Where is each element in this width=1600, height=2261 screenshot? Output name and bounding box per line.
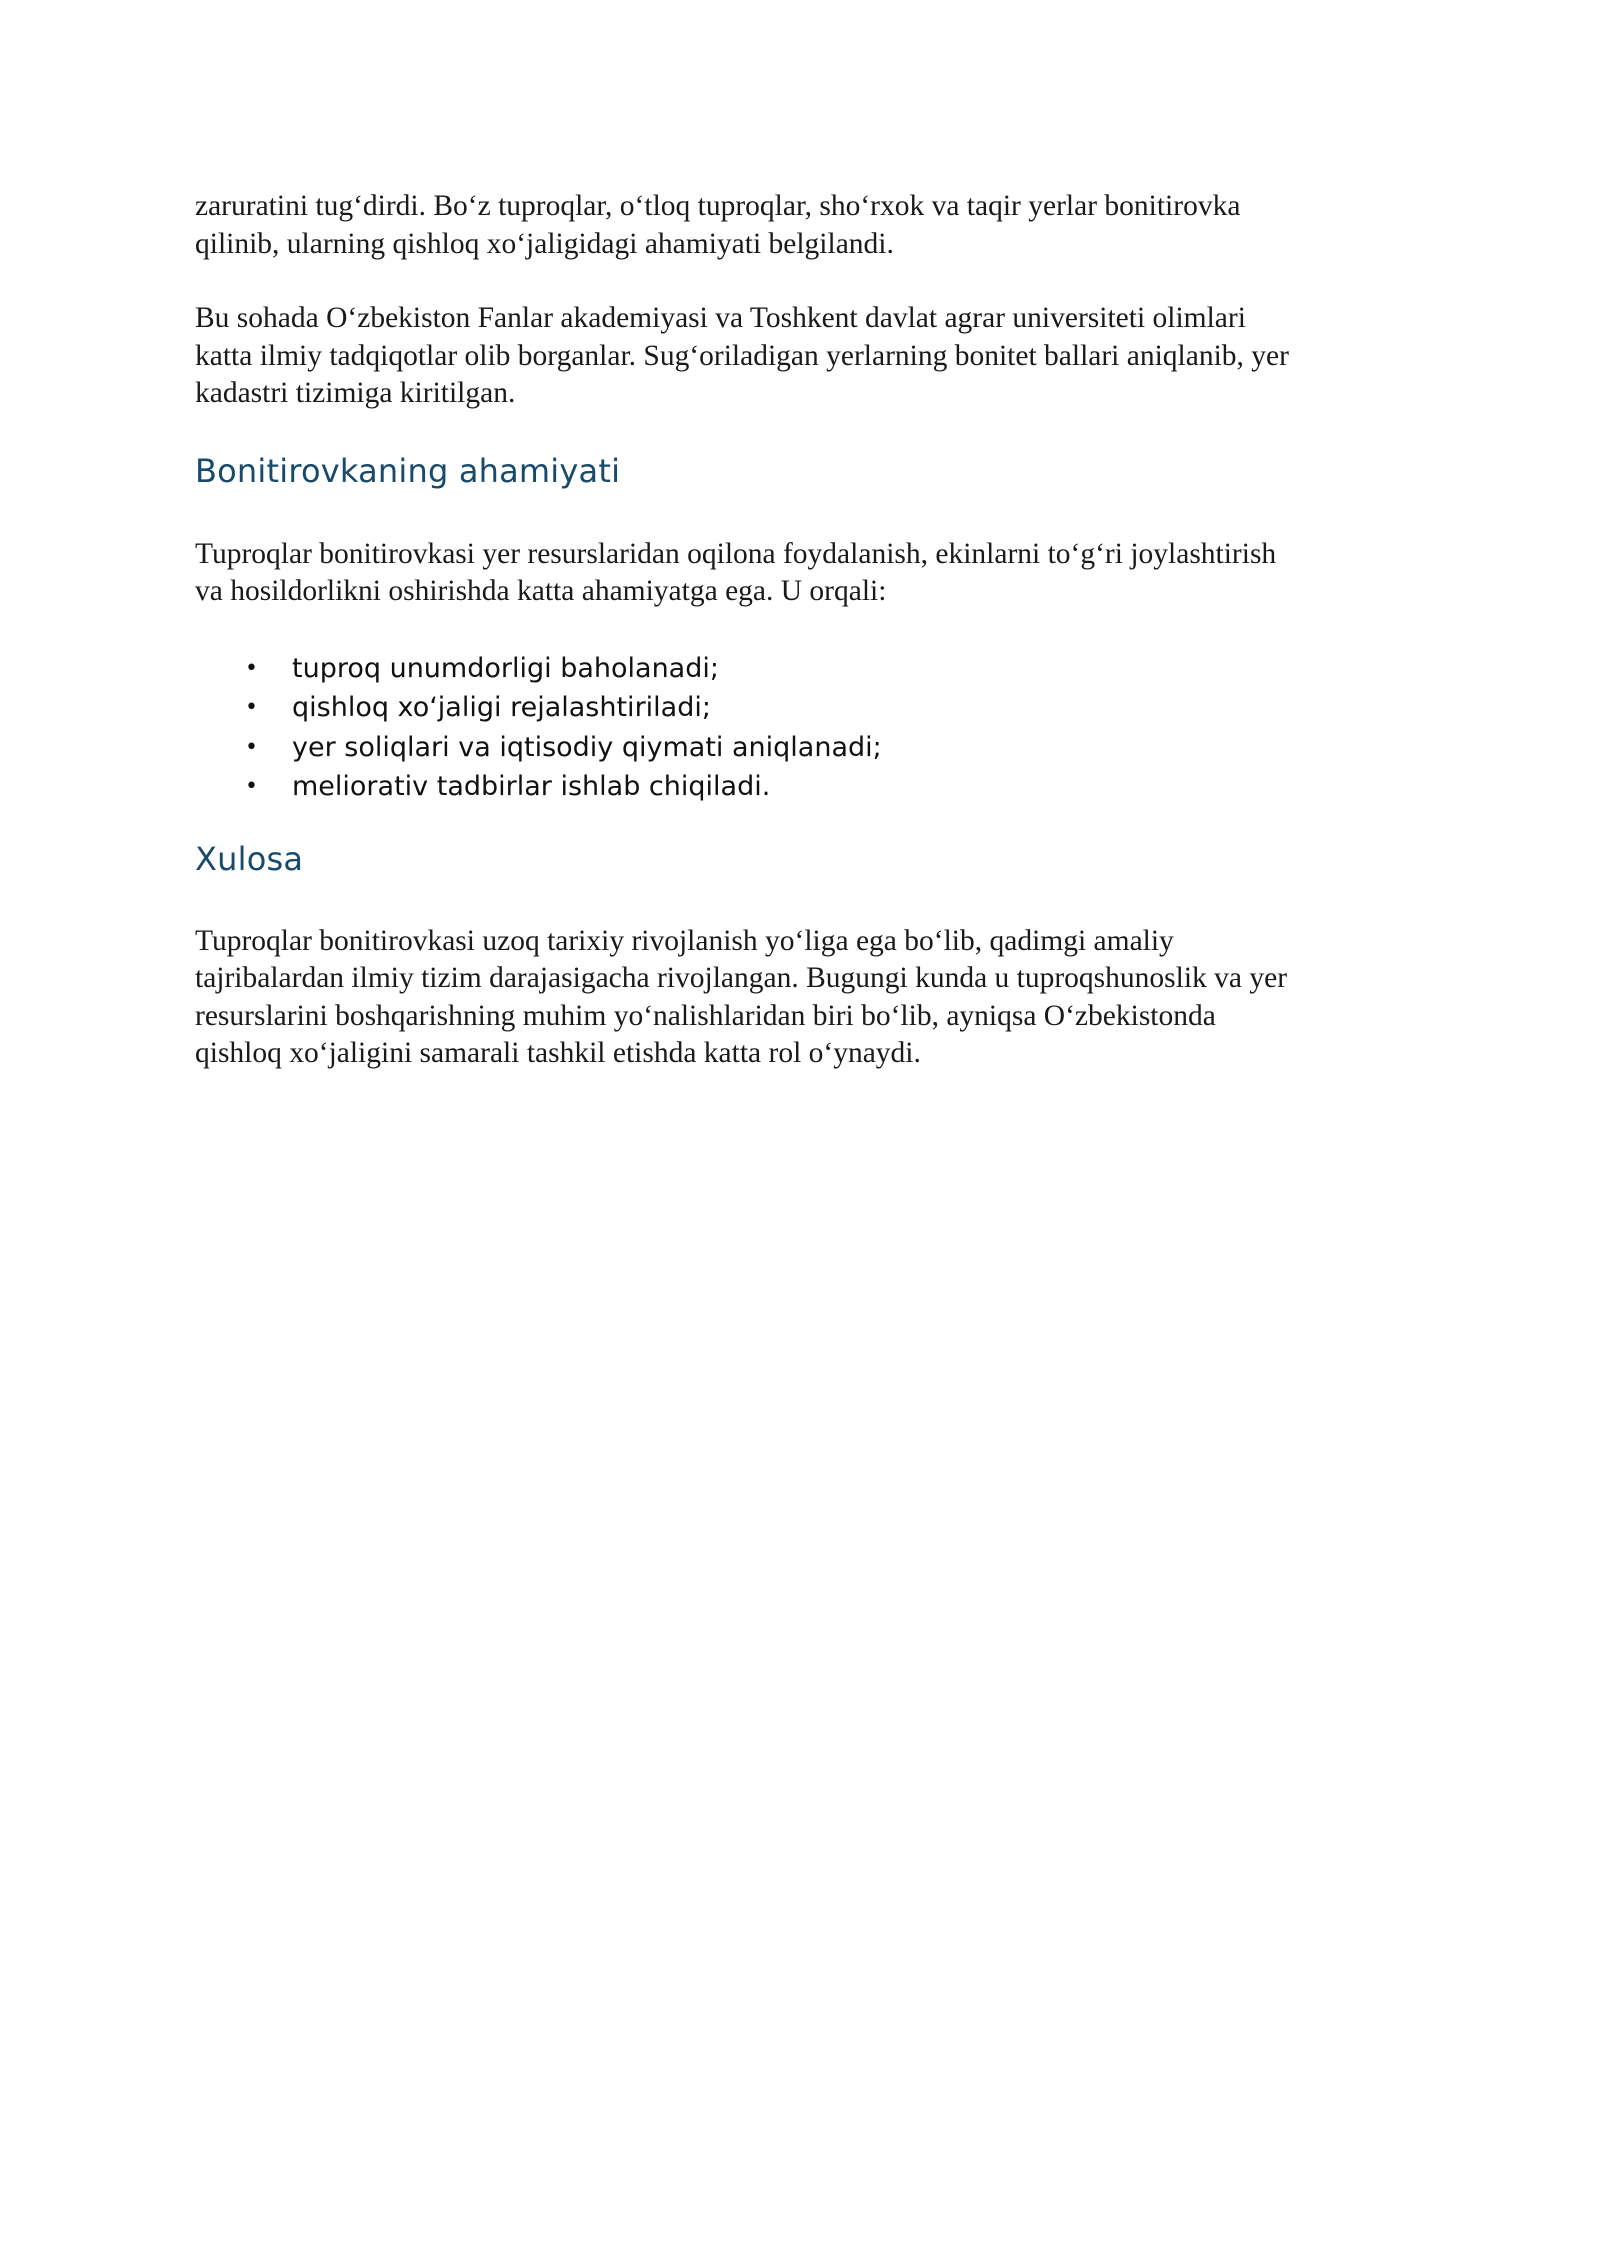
list-item [195,767,1425,807]
paragraph-2 [195,300,1425,413]
paragraph-3-line-1: Tuproqlar bonitirovkasi yer resurslaridan oqilona foydalanish, ekinlarni to‘g‘ri joylashtirish [195,537,1277,570]
paragraph-1-line-2: qilinib, ularning qishloq xo‘jaligidagi ahamiyati belgilandi. [195,227,894,260]
paragraph-4 [195,923,1425,1073]
paragraph-1-line-1: zaruratini tug‘dirdi. Bo‘z tuproqlar, o‘tloq tuproqlar, sho‘rxok va taqir yerlar bonitirovka [195,190,1241,222]
paragraph-1 [195,188,1425,263]
paragraph-4-line-2: tajribalardan ilmiy tizim darajasigacha rivojlangan. Bugungi kunda u tuproqshunoslik va yer [195,962,1288,994]
list-item [195,649,1425,689]
paragraph-4-line-1: Tuproqlar bonitirovkasi uzoq tarixiy rivojlanish yo‘liga ega bo‘lib, qadimgi amaliy [195,924,1174,957]
page-content [195,188,1425,1073]
list-item [195,728,1425,768]
paragraph-3-line-2: va hosildorlikni oshirishda katta ahamiyatga ega. U orqali: [195,575,887,607]
paragraph-4-line-3: resurslarini boshqarishning muhim yo‘nalishlaridan biri bo‘lib, ayniqsa O‘zbekistonda [195,999,1216,1032]
list-item-text: meliorativ tadbirlar ishlab chiqiladi. [292,771,771,802]
paragraph-3 [195,536,1425,611]
paragraph-4-line-4: qishloq xo‘jaligini samarali tashkil etishda katta rol o‘ynaydi. [195,1037,921,1069]
list-item-text: qishloq xo‘jaligi rejalashtiriladi; [292,692,711,723]
bullet-icon: • [245,774,258,799]
list-item-text: tuproq unumdorligi baholanadi; [292,652,719,684]
list-item-text: yer soliqlari va iqtisodiy qiymati aniqlanadi; [292,731,882,763]
bullet-icon: • [245,734,258,760]
section-heading-xulosa: Xulosa [195,839,304,878]
section-heading-ahamiyati: Bonitirovkaning ahamiyati [195,451,621,490]
list-item [195,688,1425,728]
bullet-icon: • [245,655,258,681]
paragraph-2-line-3: kadastri tizimiga kiritilgan. [195,377,516,409]
paragraph-2-line-2: katta ilmiy tadqiqotlar olib borganlar. Sug‘oriladigan yerlarning bonitet ballari aniqlanib, yer [195,339,1289,372]
bullet-icon: • [245,695,258,720]
paragraph-2-line-1: Bu sohada O‘zbekiston Fanlar akademiyasi va Toshkent davlat agrar universiteti olimlari [195,302,1246,334]
bullet-list [195,649,1425,807]
